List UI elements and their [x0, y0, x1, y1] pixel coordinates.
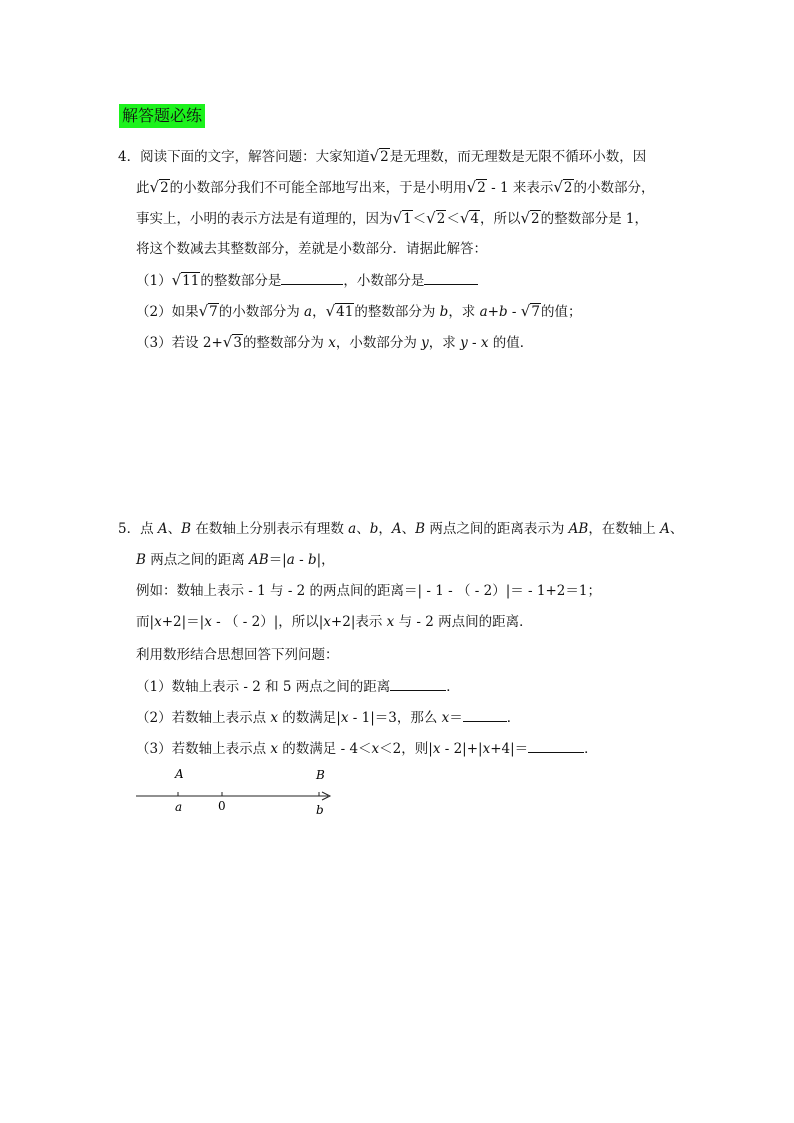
sqrt-2: √2	[149, 178, 169, 196]
sqrt-2: √2	[369, 147, 389, 165]
label-point-A: A	[175, 767, 184, 781]
answer-blank[interactable]	[390, 676, 446, 691]
label-zero: 0	[218, 799, 226, 813]
sqrt-41: √41	[325, 302, 354, 320]
label-value-a: a	[175, 800, 183, 814]
q4-part-2: （2）如果√7的小数部分为 a，√41的整数部分为 b，求 a+b - √7的值；	[136, 302, 582, 320]
q4-line-4: 将这个数减去其整数部分，差就是小数部分．请据此解答：	[136, 241, 487, 257]
sqrt-2: √2	[520, 209, 540, 227]
q5-line-2: B 两点之间的距离 AB＝|a - b|，	[136, 552, 335, 568]
answer-blank[interactable]	[424, 270, 478, 285]
label-value-b: b	[316, 803, 324, 817]
answer-blank[interactable]	[528, 738, 584, 753]
q5-line-5: 利用数形结合思想回答下列问题：	[136, 647, 339, 663]
q4-part-1: （1）√11的整数部分是 ，小数部分是	[136, 270, 478, 291]
sqrt-4: √4	[459, 209, 479, 227]
number-line-figure	[130, 764, 350, 824]
q5-part-1: （1）数轴上表示 - 2 和 5 两点之间的距离 ．	[136, 676, 460, 697]
sqrt-2: √2	[553, 178, 573, 196]
sqrt-2: √2	[466, 178, 486, 196]
sqrt-7: √7	[520, 302, 540, 320]
sqrt-7: √7	[198, 302, 218, 320]
sqrt-11: √11	[171, 271, 200, 289]
section-title: 解答题必练	[119, 104, 205, 128]
q4-part-3: （3）若设 2+√3的整数部分为 x，小数部分为 y，求 y - x 的值．	[136, 333, 534, 351]
q4-line-1: 4．阅读下面的文字，解答问题：大家知道√2是无理数，而无理数是无限不循环小数，因	[118, 147, 647, 165]
q4-line-2: 此√2的小数部分我们不可能全部地写出来，于是小明用√2 - 1 来表示√2的小数部分，	[136, 178, 655, 196]
sqrt-1: √1	[392, 209, 412, 227]
answer-blank[interactable]	[463, 707, 507, 722]
sqrt-3: √3	[222, 333, 242, 351]
q5-part-2: （2）若数轴上表示点 x 的数满足|x - 1|＝3，那么 x＝ ．	[136, 707, 520, 728]
q5-line-3: 例如：数轴上表示 - 1 与 - 2 的两点间的距离＝| - 1 - （ - 2）|＝ - 1+2＝1；	[136, 583, 601, 599]
q5-part-3: （3）若数轴上表示点 x 的数满足 - 4＜x＜2，则|x - 2|+|x+4|＝ ．	[136, 738, 598, 759]
q5-line-4: 而|x+2|＝|x - （ - 2）|，所以|x+2|表示 x 与 - 2 两点间的距离．	[136, 614, 533, 630]
q4-line-3: 事实上，小明的表示方法是有道理的，因为√1＜√2＜√4，所以√2的整数部分是 1，	[136, 209, 649, 227]
q5-line-1: 5．点 A、B 在数轴上分别表示有理数 a、b，A、B 两点之间的距离表示为 AB，在数轴上 A、	[118, 521, 684, 537]
label-point-B: B	[316, 768, 325, 782]
answer-blank[interactable]	[281, 270, 343, 285]
sqrt-2: √2	[426, 209, 446, 227]
